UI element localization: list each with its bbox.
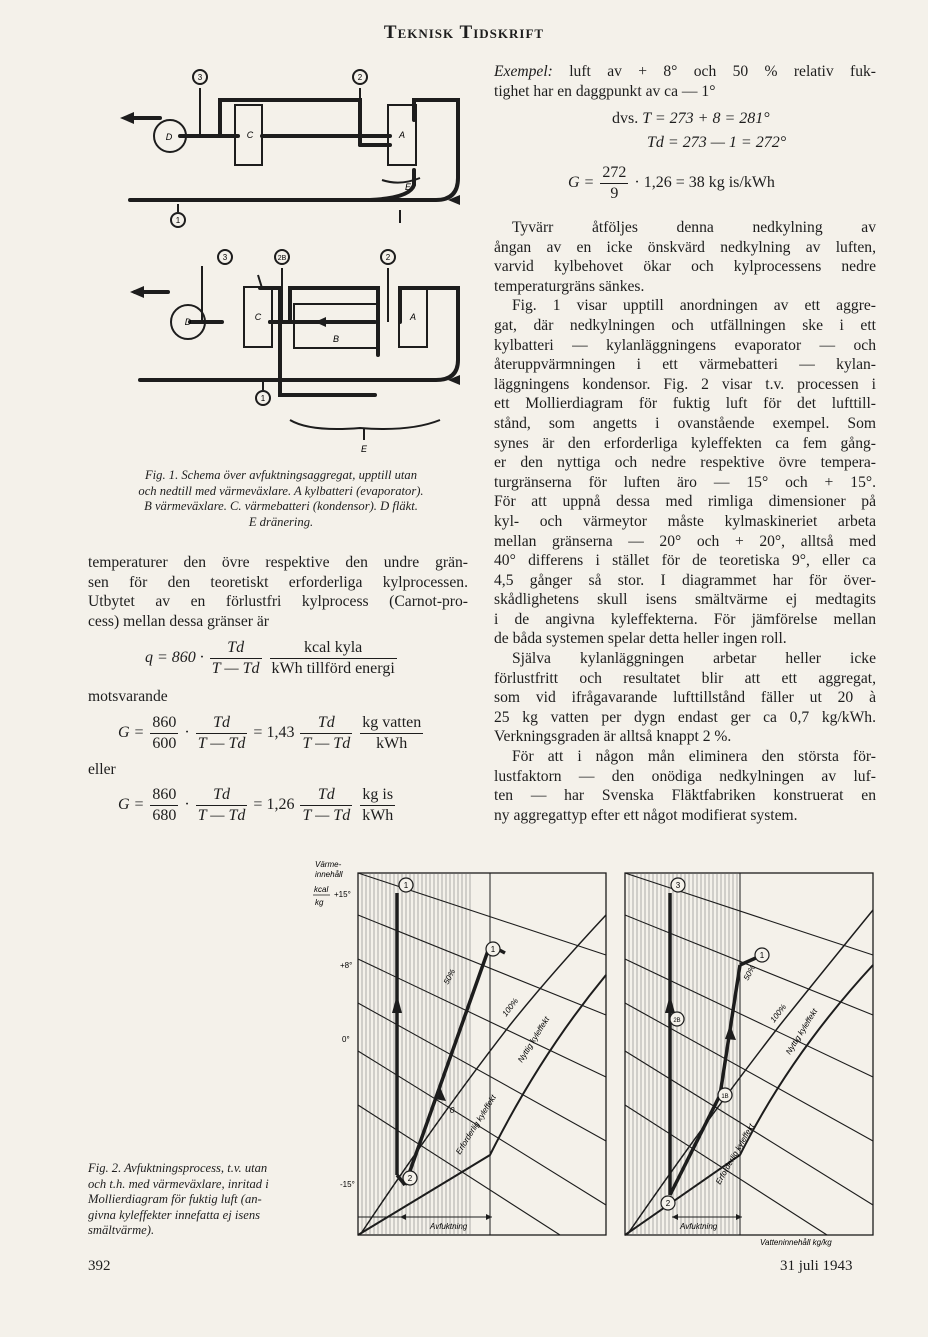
text-line: synes är den erforderliga kyleffekten ca fem gång- [494, 434, 876, 452]
figure-2-caption [88, 1161, 338, 1239]
text-line: de båda systemen spelar detta heller ingen roll. [494, 630, 787, 648]
temp-zero: 0° [342, 1035, 350, 1044]
equation-g-ice: G = $\frac{860}{680}$ · $\frac{Td}{T — Td}$ = 1,26 $\frac{Td}{T — Td}$ $\frac{\text{kg is}}{\text{kWh}}$ [118, 786, 394, 824]
text-line: er den nyttiga och nedre respektive övre tempera- [494, 454, 876, 472]
text-line: ten — har Svenska Fläktfabriken konstruerat en [494, 787, 876, 805]
text-line: skådlighetens skull isens smältvärme ej medtagits [494, 591, 876, 609]
label-d-top: D [165, 132, 173, 142]
issue-date: 31 juli 1943 [780, 1258, 853, 1274]
caption-line: Fig. 2. Avfuktningsprocess, t.v. utan [88, 1161, 268, 1175]
example-block [494, 62, 876, 101]
label-a-bottom: A [409, 312, 417, 322]
label-e-top: E [404, 182, 412, 192]
eq-fraction: $\frac{Td}{T — Td}$ [211, 639, 260, 677]
text-line: Verkningsgraden är alltså knappt 2 %. [494, 728, 732, 746]
temp-plus8: +8° [340, 961, 353, 970]
eq-lhs: q = 860 · [145, 649, 204, 667]
text-line: förlustfritt och resultatet blir att ett aggregat, [494, 669, 876, 687]
y-unit-num: kcal [314, 885, 329, 894]
label-100-left: 100% [500, 996, 521, 1019]
text-line: Själva kylanläggningen arbetar heller icke [512, 650, 876, 668]
point-3-bottom: 3 [222, 253, 228, 262]
text-line: Tyvärr åtföljes denna nedkylning av [512, 219, 876, 236]
label-100-right: 100% [768, 1002, 789, 1025]
label-erforderlig-left: Erforderlig kyleffekt [454, 1093, 498, 1157]
temp-minus15: -15° [340, 1180, 355, 1189]
calc-td: Td = 273 — 1 = 272° [647, 134, 787, 151]
caption-line: Mollierdiagram för fuktig luft (an- [88, 1192, 262, 1207]
eq-fraction: $\frac{Td}{T — Td}$ [197, 786, 246, 824]
point-2b-bottom: 2B [277, 255, 287, 262]
text-line: läggningens kondensor. Fig. 2 visar t.v. processen i [494, 375, 876, 393]
equation-g-water: G = $\frac{860}{600}$ · $\frac{Td}{T — Td}$ = 1,43 $\frac{Td}{T — Td}$ $\frac{\text{kg vatten}}{\text{kWh}}$ [118, 714, 422, 752]
text-line: stånd, som angetts i ovanstående exempel. Som [494, 414, 876, 432]
calc-t: dvs. T = 273 + 8 = 281° [612, 110, 770, 127]
text-line: ny aggregattyp efter ett något modifierat system. [494, 806, 798, 824]
y-title-line1: Värme- [315, 860, 342, 869]
text-line: sen för den teoretiskt erforderliga kylprocessen. [88, 573, 468, 591]
label-e-bottom: E [360, 444, 368, 454]
label-c-bottom: C [254, 312, 262, 322]
example-line-1: Exempel: luft av + 8° och 50 % relativ fuk- [494, 63, 876, 80]
label-avfuktning-right: Avfuktning [680, 1222, 718, 1231]
point-3-top: 3 [197, 73, 203, 82]
label-nyttig-right: Nyttig kyleffekt [784, 1007, 820, 1057]
x-axis-label: Vatteninnehåll kg/kg [760, 1238, 832, 1247]
example-line-2: tighet har en daggpunkt av ca — 1° [494, 82, 716, 100]
eq-unit: $\frac{\text{kg is}}{\text{kWh}}$ [362, 786, 394, 824]
text-line: som vid ifrågavarande lufttillstånd fäller ut 20 à [494, 689, 876, 707]
eq-fraction: $\frac{860}{600}$ [152, 714, 177, 752]
text-line: Fig. 1 visar upptill anordningen av ett aggre- [512, 297, 876, 315]
label-d-bottom: D [184, 317, 192, 327]
caption-line: och nedtill med värmeväxlare. A kylbatteri (evaporator). [138, 483, 424, 498]
equation-q [145, 638, 465, 679]
text-line: i de angivna kyleffekterna. För jämförelse mellan [494, 610, 876, 628]
diagram-right-frame [625, 873, 873, 1235]
caption-line: och t.h. med värmeväxlare, inritad i [88, 1176, 269, 1191]
text-line: ett Mollierdiagram för fuktig luft för det lufttill- [494, 395, 876, 413]
label-c-top: C [246, 130, 254, 140]
point-3-left: 1 [403, 881, 409, 890]
label-zero-curve: 0 [450, 1106, 455, 1115]
eq-unit: $\frac{\text{kcal kyla}}{\text{kWh tillförd energi}}$ [271, 639, 395, 677]
point-1-top: 1 [175, 216, 181, 225]
word-eller: eller [88, 761, 116, 778]
point-3-right: 3 [675, 881, 681, 890]
y-title-line2: innehåll [315, 870, 343, 879]
caption-line: smältvärme). [88, 1223, 155, 1238]
text-line: 4,5 gånger så stor. I diagrammet har för över- [494, 571, 876, 589]
text-line: återuppvärmningen i ett värmebatteri — kylan- [494, 356, 876, 374]
figure-2-mollier [300, 855, 875, 1250]
text-line: cess) mellan dessa gränser är [88, 612, 269, 630]
point-2-top: 2 [357, 73, 363, 82]
point-2b-right: 2B [673, 1018, 681, 1024]
eq-unit: $\frac{\text{kg vatten}}{\text{kWh}}$ [362, 714, 422, 752]
caption-line: givna kyleffekter innefatta ej isens [88, 1207, 261, 1222]
text-line: Utbytet av en förlustfri kylprocess (Carnot-pro- [88, 593, 468, 611]
text-line: temperaturgräns sänkes. [494, 277, 645, 295]
left-column-text [88, 553, 468, 631]
label-a-top: A [398, 130, 406, 140]
page-number: 392 [88, 1258, 111, 1274]
text-line: För att i någon mån eliminera den största för- [512, 748, 876, 766]
text-line: 25 kg vatten per dygn endast ger ca 0,7 kg/kWh. [494, 708, 876, 726]
text-line: mellan gränserna — 20° och + 20°, alltså med [494, 532, 876, 550]
diagram-left-frame [358, 873, 606, 1235]
text-line: För att uppnå dessa med rimliga dimensioner på [494, 493, 876, 511]
text-line: turgränserna för luften äro — 15° och + 15°. [494, 473, 876, 491]
point-2-left: 2 [407, 1174, 413, 1183]
right-column-body [494, 218, 876, 825]
label-50-right: 50% [741, 963, 758, 982]
figure-1-schematic [110, 60, 480, 460]
caption-line: Fig. 1. Schema över avfuktningsaggregat, upptill utan [144, 468, 417, 482]
point-1-bottom: 1 [260, 394, 266, 403]
eq-fraction: $\frac{Td}{T — Td}$ [197, 714, 246, 752]
text-line: 40° differens i stället för de teoretiska 9°, eller ca [494, 552, 876, 570]
text-line: varvid kylbehovet ökar och kylprocessens nedre [494, 258, 876, 276]
text-line: lustfaktorn — den onödiga nedkylningen av luf- [494, 767, 876, 785]
figure-1-caption [86, 468, 476, 530]
caption-line: E dränering. [248, 514, 314, 529]
label-b: B [332, 334, 340, 344]
label-50-left: 50% [441, 967, 458, 986]
text-line: kylbatteri — kylanläggningens evaporator — och [494, 336, 876, 354]
text-line: ångan av en icke önskvärd nedkylning av luften, [494, 238, 876, 256]
text-line: gat, där nedkylningen och utfällningen ske i ett [494, 316, 876, 334]
text-line: kyl- och värmeytor måste kylmaskineriet arbeta [494, 512, 876, 530]
eq-fraction: $\frac{272}{9}$ [602, 164, 627, 202]
eq-fraction: $\frac{860}{680}$ [152, 786, 177, 824]
point-2-right: 2 [665, 1199, 671, 1208]
caption-line: B värmeväxlare. C. värmebatteri (kondensor). D fläkt. [144, 499, 418, 514]
y-unit-den: kg [315, 898, 324, 907]
word-motsvarande: motsvarande [88, 688, 168, 705]
calc-g: G = $\frac{272}{9}$ · 1,26 = 38 kg is/kWh [568, 164, 775, 202]
eq-fraction: $\frac{Td}{T — Td}$ [302, 714, 351, 752]
label-nyttig-left: Nyttig kyleffekt [516, 1015, 552, 1065]
point-2-bottom: 2 [385, 253, 391, 262]
eq-fraction: $\frac{Td}{T — Td}$ [302, 786, 351, 824]
text-line: temperaturer den övre respektive den undre grän- [88, 554, 468, 571]
temp-plus15: +15° [334, 890, 351, 899]
point-1-left: 1 [490, 945, 496, 954]
point-1-right: 1 [759, 951, 765, 960]
point-1b-right: 1B [721, 1094, 729, 1100]
label-avfuktning-left: Avfuktning [430, 1222, 468, 1231]
label-erforderlig-right: Erforderlig kyleffekt [713, 1122, 756, 1186]
journal-header: Teknisk Tidskrift [383, 22, 545, 43]
